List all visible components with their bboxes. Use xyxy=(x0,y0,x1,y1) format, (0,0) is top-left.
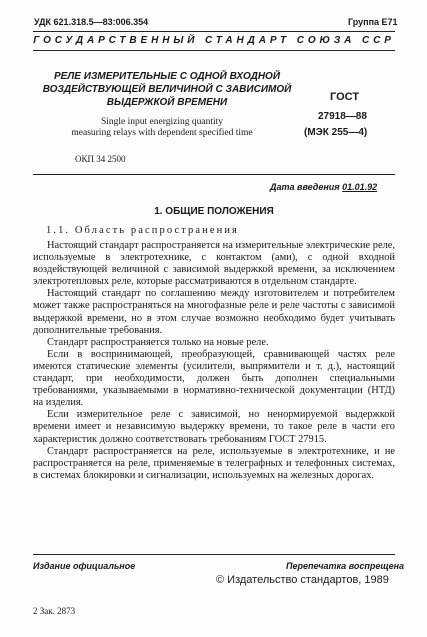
paragraph: Настоящий стандарт распространяется на измерительные электрические реле, используемые в электротехнике, с контактом (ами), с одной входной воздействующей величиной с зависимой выдержкой времени, за исключением электротепловых реле, которые рассматриваются в отдельном стандарте. xyxy=(33,240,395,288)
title-en-line: measuring relays with dependent specified time xyxy=(71,128,253,138)
okp-code: ОКП 34 2500 xyxy=(75,154,126,164)
title-ru-line: РЕЛЕ ИЗМЕРИТЕЛЬНЫЕ С ОДНОЙ ВХОДНОЙ xyxy=(53,71,281,82)
title-ru-line: ВОЗДЕЙСТВУЮЩЕЙ ВЕЛИЧИНОЙ С ЗАВИСИМОЙ xyxy=(42,84,292,95)
title-rule xyxy=(33,174,395,175)
paragraph: Стандарт распространяется на реле, используемые в электротехнике, и не распространяется на реле, применяемые в телеграфных и телефонных системах, в системах блокировки и сигнализации, используемых на железных дорогах. xyxy=(33,445,395,481)
header-rule-top xyxy=(33,31,395,32)
introduction-date-value: 01.01.92 xyxy=(342,182,378,192)
body-text xyxy=(33,240,395,482)
section-heading: 1. ОБЩИЕ ПОЛОЖЕНИЯ xyxy=(154,206,274,217)
title-ru-line: ВЫДЕРЖКОЙ ВРЕМЕНИ xyxy=(106,97,228,108)
reprint-prohibited-note: Перепечатка воспрещена xyxy=(286,561,405,571)
gost-number: 27918—88 xyxy=(318,111,367,122)
udk-code: УДК 621.318.5—83:006.354 xyxy=(34,17,149,27)
title-en-line: Single input energizing quantity xyxy=(101,117,223,127)
footer-rule xyxy=(33,554,395,555)
introduction-date-label: Дата введения xyxy=(270,182,340,192)
paragraph: Настоящий стандарт по соглашению между изготовителем и потребителем может также распространяться на многофазные реле и реле частоты с зависимой выдержкой времени, но в этом случае возможно необходимо будет учитывать дополнительные требования. xyxy=(33,288,395,336)
iec-number: (МЭК 255—4) xyxy=(304,127,368,138)
group-code: Группа Е71 xyxy=(348,17,398,27)
order-number: 2 Зак. 2873 xyxy=(33,606,76,616)
header-rule-bottom xyxy=(33,50,395,51)
paragraph: Стандарт распространяется только на новые реле. xyxy=(47,336,269,348)
publisher-copyright: © Издательство стандартов, 1989 xyxy=(216,574,389,586)
paragraph: Если в воспринимающей, преобразующей, сравнивающей частях реле имеются статические элементы (усилители, выпрямители и т. д.), настоящий стандарт, при необходимости, должен быть дополнен специальными требованиями, указываемыми в нормативно-технической документации (НТД) на изделия. xyxy=(33,348,395,409)
document-title-en xyxy=(46,117,278,139)
standard-title: ГОСУДАРСТВЕННЫЙ СТАНДАРТ СОЮЗА ССР xyxy=(33,35,395,46)
introduction-date xyxy=(270,182,377,192)
paragraph: Если измерительное реле с зависимой, но ненормируемой выдержкой времени имеет и независимую выдержку времени, то такое реле в части его характеристик должно соответствовать требованиям ГОСТ 27915. xyxy=(33,409,395,445)
subsection-heading: 1.1. Область распространения xyxy=(46,225,239,236)
document-title-ru xyxy=(33,70,301,109)
official-edition-note: Издание официальное xyxy=(33,561,136,571)
gost-label: ГОСТ xyxy=(330,91,360,103)
